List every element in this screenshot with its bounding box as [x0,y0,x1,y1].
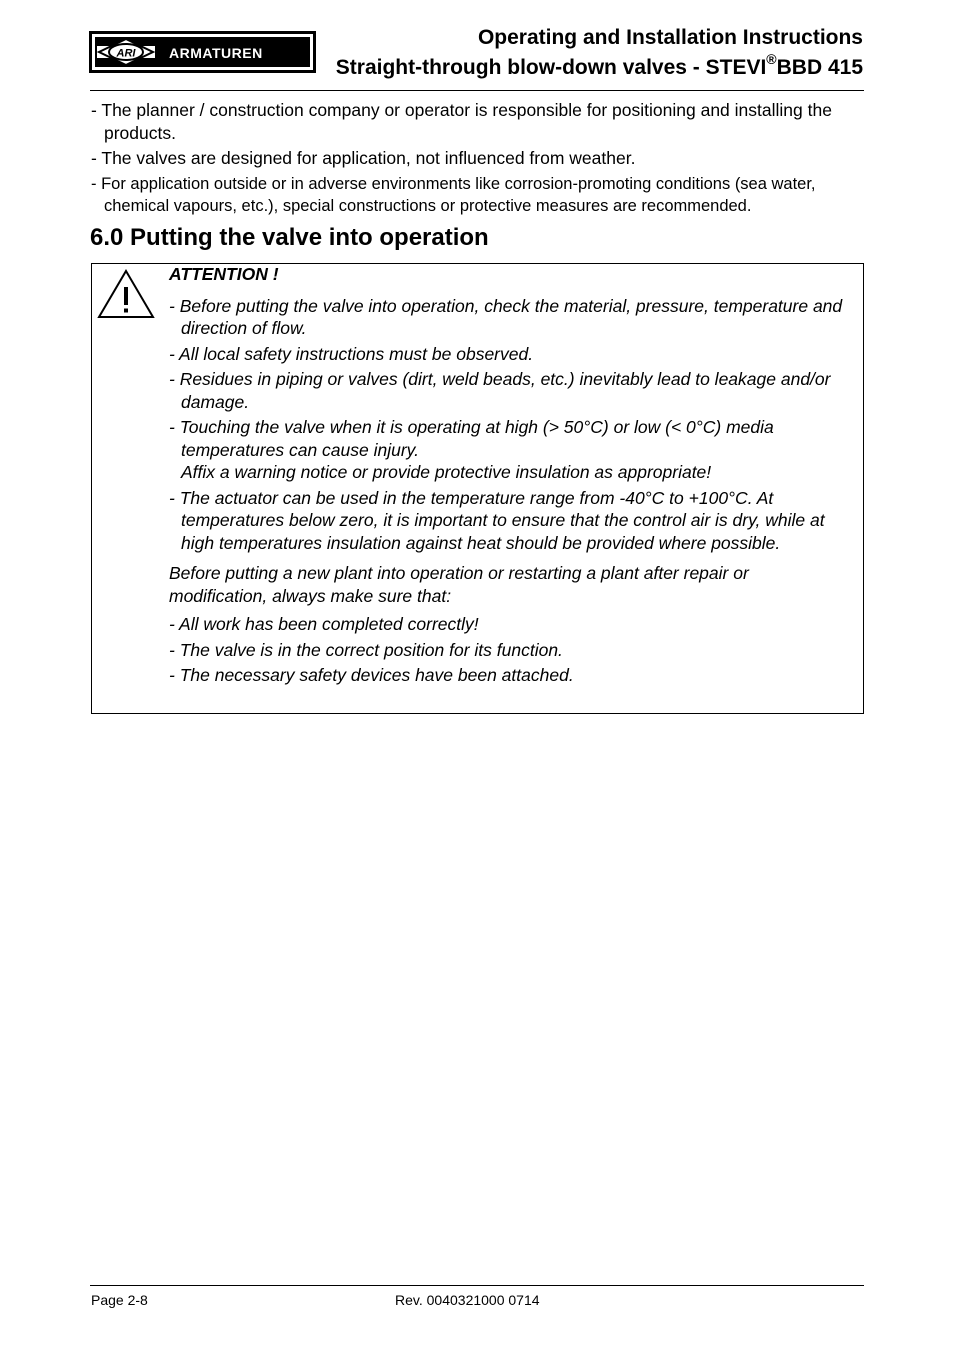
registered-mark: ® [766,51,777,67]
attention-item [169,416,849,484]
attention-item: - The actuator can be used in the temperature range from -40°C to +100°C. At temperatures below zero, it is important to ensure that the control air is dry, while at high temperatures insulation against heat should be provided where possible. [169,487,825,553]
intro-item: - For application outside or in adverse environments like corrosion-promoting conditions (sea water, chemical vapours, etc.), special constructions or protective measures are recommended. [91,174,816,215]
attention-item: - All local safety instructions must be observed. [169,343,534,364]
svg-text:ARI: ARI [116,47,136,60]
ari-armaturen-logo [89,31,316,73]
warning-triangle-icon [97,269,155,319]
intro-list [91,99,871,221]
check-item: - All work has been completed correctly! [169,614,479,634]
attention-content [169,263,849,690]
check-item: - The valve is in the correct position for its function. [169,639,563,660]
attention-item: - Residues in piping or valves (dirt, weld beads, etc.) inevitably lead to leakage and/or damage. [169,369,831,412]
header-divider [90,90,864,91]
revision-number: Rev. 0040321000 0714 [395,1292,540,1308]
intro-item: - The planner / construction company or operator is responsible for positioning and installing the products. [91,100,832,143]
attention-item-text: - Touching the valve when it is operating at high (> 50°C) or low (< 0°C) media temperatures can cause injury. [169,417,774,460]
check-item: - The necessary safety devices have been attached. [169,665,574,685]
attention-heading: ATTENTION ! [169,264,279,284]
footer-divider [90,1285,864,1286]
document-title: Operating and Installation Instructions [477,26,863,49]
intro-item: - The valves are designed for application, not influenced from weather. [91,148,636,168]
section-heading: 6.0 Putting the valve into operation [90,224,489,251]
subtitle-main: Straight-through blow-down valves - STEVI [335,56,767,79]
svg-text:ARMATUREN: ARMATUREN [169,45,263,61]
attention-box [91,263,864,714]
document-subtitle [336,53,863,80]
subtitle-model: BBD 415 [776,56,863,79]
attention-item-note: Affix a warning notice or provide protective insulation as appropriate! [181,462,712,482]
attention-paragraph: Before putting a new plant into operation or restarting a plant after repair or modification, always make sure that: [169,563,749,606]
page-number: Page 2-8 [91,1292,148,1308]
attention-item: - Before putting the valve into operation, check the material, pressure, temperature and direction of flow. [169,295,843,338]
